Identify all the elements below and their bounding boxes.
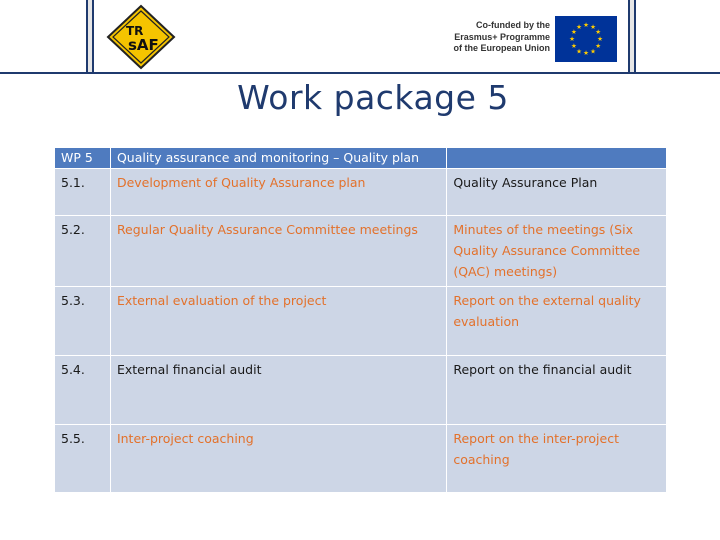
trasaf-logo xyxy=(106,4,176,70)
row-number: 5.3. xyxy=(55,287,111,356)
row-number: 5.5. xyxy=(55,425,111,493)
eu-star-icon: ★ xyxy=(583,21,589,30)
svg-text:sAF: sAF xyxy=(128,36,159,54)
row-activity: External financial audit xyxy=(110,356,446,425)
header-left-bar xyxy=(86,0,94,72)
row-number: 5.1. xyxy=(55,169,111,216)
row-output: Report on the inter-project coaching xyxy=(447,425,667,493)
header xyxy=(0,0,720,74)
eu-star-icon: ★ xyxy=(595,28,602,37)
row-activity: Regular Quality Assurance Committee meetings xyxy=(110,216,446,287)
table-row xyxy=(55,425,667,493)
row-activity: External evaluation of the project xyxy=(110,287,446,356)
table-row xyxy=(55,169,667,216)
header-divider xyxy=(0,72,720,74)
header-title-cell: Quality assurance and monitoring – Quality plan xyxy=(110,148,446,169)
cofund-line-2: Erasmus+ Programme xyxy=(454,31,550,42)
eu-star-icon: ★ xyxy=(569,35,575,44)
header-right-bar xyxy=(628,0,636,72)
eu-flag-icon xyxy=(555,16,617,62)
row-activity: Inter-project coaching xyxy=(110,425,446,493)
cofund-line-1: Co-funded by the xyxy=(476,20,550,30)
table-row xyxy=(55,216,667,287)
eu-star-icon: ★ xyxy=(576,47,582,56)
eu-star-icon: ★ xyxy=(576,23,582,32)
row-output: Quality Assurance Plan xyxy=(447,169,667,216)
eu-star-icon: ★ xyxy=(595,42,602,51)
row-output: Report on the financial audit xyxy=(447,356,667,425)
eu-star-icon: ★ xyxy=(590,47,596,56)
svg-text:TR: TR xyxy=(126,24,144,38)
table-row xyxy=(55,356,667,425)
table-header-row xyxy=(55,148,667,169)
eu-star-icon: ★ xyxy=(583,49,589,58)
eu-star-icon: ★ xyxy=(590,23,596,32)
cofunded-text xyxy=(436,20,550,55)
row-output: Report on the external quality evaluation xyxy=(447,287,667,356)
row-output: Minutes of the meetings (Six Quality Assurance Committee (QAC) meetings) xyxy=(447,216,667,287)
row-number: 5.2. xyxy=(55,216,111,287)
row-activity: Development of Quality Assurance plan xyxy=(110,169,446,216)
row-number: 5.4. xyxy=(55,356,111,425)
header-wp-cell: WP 5 xyxy=(55,148,111,169)
eu-star-icon: ★ xyxy=(570,28,577,37)
work-package-table xyxy=(54,147,667,493)
table-row xyxy=(55,287,667,356)
header-output-cell xyxy=(447,148,667,169)
eu-star-icon: ★ xyxy=(570,42,577,51)
eu-star-icon: ★ xyxy=(597,35,603,44)
page-title: Work package 5 xyxy=(237,78,509,117)
cofund-line-3: of the European Union xyxy=(453,43,550,53)
